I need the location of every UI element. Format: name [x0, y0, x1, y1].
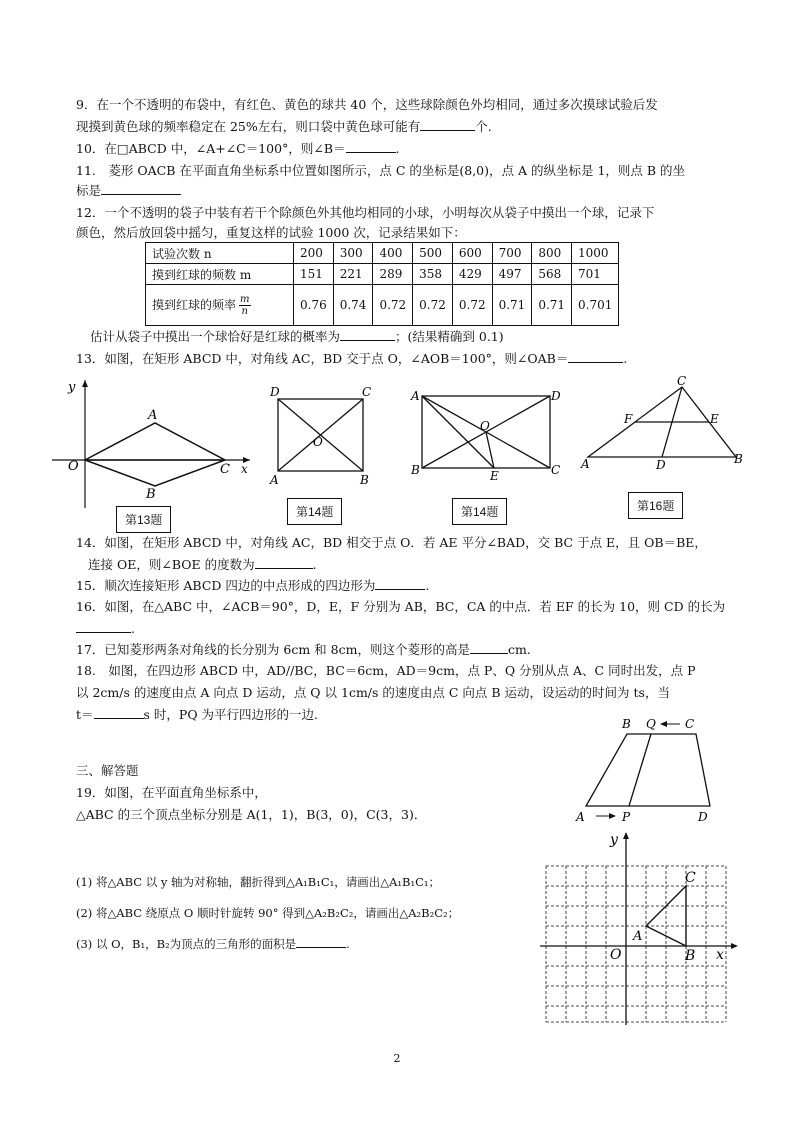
point-label: F	[624, 412, 633, 426]
q17-text: 17．已知菱形两条对角线的长分别为 6cm 和 8cm，则这个菱形的高是	[76, 642, 470, 657]
q10	[76, 140, 400, 158]
figure-rectangle-ae	[408, 386, 563, 480]
cell: 0.74	[333, 285, 373, 326]
cell: 429	[452, 264, 492, 285]
point-label: O	[610, 947, 622, 963]
point-label: C	[362, 385, 372, 399]
cell: 701	[572, 264, 619, 285]
q13-end: .	[623, 351, 628, 366]
point-label: A	[576, 810, 585, 824]
q16-line1: 16．如图，在△ABC 中，∠ACB＝90°，D，E，F 分别为 AB，BC，CA 的中点．若 EF 的长为 10，则 CD 的长为	[76, 599, 726, 614]
figure-caption: 第13题	[116, 506, 171, 533]
answer-blank	[94, 706, 144, 719]
q16-line2	[76, 620, 135, 638]
answer-blank	[255, 556, 313, 569]
q9-end: 个.	[475, 119, 492, 134]
q12-tail	[90, 328, 504, 346]
q18-line3	[76, 706, 318, 724]
q11-text: 标是	[76, 183, 102, 198]
q18-text: t＝	[76, 707, 94, 722]
q19-part1: (1) 将△ABC 以 y 轴为对称轴，翻折得到△A₁B₁C₁，请画出△A₁B₁C₁；	[76, 875, 440, 889]
q15	[76, 577, 429, 595]
figure-triangle	[578, 375, 746, 471]
point-label: A	[270, 473, 279, 487]
q17-end: cm.	[507, 642, 531, 657]
q12-tail-text: 估计从袋子中摸出一个球恰好是红球的概率为	[90, 329, 341, 344]
point-label: C	[220, 462, 230, 477]
point-label: B	[411, 463, 420, 477]
q13	[76, 350, 627, 368]
q12-line2: 颜色，然后放回袋中摇匀，重复这样的试验 1000 次，记录结果如下：	[76, 225, 466, 240]
point-label: O	[313, 435, 323, 449]
point-label: D	[270, 385, 280, 399]
axis-label: y	[68, 380, 76, 395]
fraction	[239, 294, 250, 317]
numerator: m	[240, 293, 250, 305]
cell: 500	[413, 243, 453, 264]
figure-rhombus	[50, 378, 260, 513]
q18-end: s 时，PQ 为平行四边形的一边.	[143, 707, 319, 722]
answer-blank	[470, 641, 508, 654]
point-label: B	[622, 717, 631, 731]
point-label: E	[490, 469, 499, 480]
frequency-table	[145, 242, 619, 326]
q9-line1: 9．在一个不透明的布袋中，有红色、黄色的球共 40 个，这些球除颜色外均相同，通过多次摸球试验后发	[76, 97, 658, 112]
figure-caption: 第14题	[452, 498, 507, 525]
q13-text: 13．如图，在矩形 ABCD 中，对角线 AC，BD 交于点 O，∠AOB＝100°，则∠OAB＝	[76, 351, 569, 366]
row-label	[146, 285, 294, 326]
figure-caption: 第16题	[628, 492, 683, 519]
cell: 497	[492, 264, 532, 285]
q17	[76, 641, 531, 659]
q12-line1: 12．一个不透明的袋子中装有若干个除颜色外其他均相同的小球，小明每次从袋子中摸出一个球，记录下	[76, 205, 655, 220]
q16-end: .	[131, 621, 135, 636]
answer-blank	[340, 328, 395, 341]
row-label: 摸到红球的频数 m	[146, 264, 294, 285]
point-label: O	[68, 459, 79, 474]
cell: 0.71	[532, 285, 572, 326]
cell: 289	[373, 264, 413, 285]
answer-blank	[76, 620, 131, 633]
section-heading: 三、解答题	[76, 763, 139, 778]
q9-line2	[76, 118, 492, 136]
cell: 0.72	[452, 285, 492, 326]
cell: 0.72	[413, 285, 453, 326]
cell: 0.72	[373, 285, 413, 326]
point-label: E	[710, 412, 719, 426]
point-label: C	[551, 463, 561, 477]
point-label: O	[480, 419, 490, 433]
q15-end: .	[425, 578, 430, 593]
q19-p3-text: (3) 以 O，B₁，B₂为顶点的三角形的面积是	[76, 937, 297, 951]
q14-line2	[88, 556, 317, 574]
answer-blank	[101, 182, 181, 195]
cell: 0.71	[492, 285, 532, 326]
point-label: D	[656, 458, 666, 471]
q19-part3	[76, 935, 350, 953]
q9-text: 现摸到黄色球的频率稳定在 25%左右，则口袋中黄色球可能有	[76, 119, 421, 134]
answer-blank	[420, 118, 475, 131]
cell: 0.701	[572, 285, 619, 326]
figure-coordinate-grid	[538, 830, 744, 1026]
figure-caption: 第14题	[287, 498, 342, 525]
cell: 600	[452, 243, 492, 264]
point-label: A	[411, 389, 420, 403]
q14-text: 连接 OE，则∠BOE 的度数为	[88, 557, 255, 572]
point-label: B	[734, 452, 743, 466]
answer-blank	[296, 935, 346, 948]
row-label: 试验次数 n	[146, 243, 294, 264]
point-label: C	[677, 375, 687, 388]
axis-label: x	[241, 462, 248, 476]
freq-label: 摸到红球的频率	[152, 297, 237, 312]
q19-line1: 19．如图，在平面直角坐标系中，	[76, 785, 267, 800]
point-label: D	[551, 389, 561, 403]
q18-line1: 18. 如图，在四边形 ABCD 中，AD//BC，BC＝6cm，AD＝9cm，点 P、Q 分别从点 A、C 同时出发，点 P	[76, 663, 696, 678]
cell: 568	[532, 264, 572, 285]
point-label: D	[698, 810, 708, 824]
cell: 200	[294, 243, 334, 264]
q18-line2: 以 2cm/s 的速度由点 A 向点 D 运动，点 Q 以 1cm/s 的速度由点 C 向点 B 运动，设运动的时间为 ts，当	[76, 685, 670, 700]
figure-rectangle	[265, 384, 380, 490]
q10-text: 10．在□ABCD 中，∠A+∠C＝100°，则∠B＝	[76, 141, 346, 156]
q19-part2: (2) 将△ABC 绕原点 O 顺时针旋转 90° 得到△A₂B₂C₂，请画出△A₂B₂C₂；	[76, 906, 460, 920]
q14-line1: 14．如图，在矩形 ABCD 中，对角线 AC，BD 相交于点 O．若 AE 平分∠BAD，交 BC 于点 E，且 OB＝BE，	[76, 535, 707, 550]
point-label: A	[581, 457, 590, 471]
q12-tail-end: ；(结果精确到 0.1)	[395, 329, 504, 344]
axis-label: x	[716, 947, 724, 963]
table-row	[146, 264, 619, 285]
point-label: A	[148, 408, 158, 423]
cell: 800	[532, 243, 572, 264]
cell: 221	[333, 264, 373, 285]
point-label: Q	[646, 717, 656, 731]
q19-line2: △ABC 的三个顶点坐标分别是 A(1，1)，B(3，0)，C(3，3)．	[76, 807, 427, 822]
point-label: B	[146, 487, 156, 502]
page-number: 2	[393, 1052, 401, 1065]
table-row	[146, 285, 619, 326]
cell: 358	[413, 264, 453, 285]
point-label: P	[622, 810, 631, 824]
axis-label: y	[610, 832, 618, 848]
answer-blank	[375, 577, 425, 590]
cell: 151	[294, 264, 334, 285]
point-label: B	[685, 948, 696, 964]
cell: 700	[492, 243, 532, 264]
answer-blank	[568, 350, 623, 363]
point-label: C	[685, 870, 696, 886]
q10-end: .	[395, 141, 400, 156]
q19-p3-end: .	[346, 937, 350, 951]
q11-line2	[76, 182, 181, 200]
point-label: B	[360, 473, 369, 487]
cell: 0.76	[294, 285, 334, 326]
figure-trapezoid	[572, 714, 722, 826]
denominator: n	[241, 305, 248, 317]
point-label: C	[685, 717, 695, 731]
q11-line1: 11. 菱形 OACB 在平面直角坐标系中位置如图所示，点 C 的坐标是(8,0)，点 A 的纵坐标是 1，则点 B 的坐	[76, 163, 686, 178]
q15-text: 15．顺次连接矩形 ABCD 四边的中点形成的四边形为	[76, 578, 376, 593]
point-label: A	[633, 929, 643, 944]
cell: 300	[333, 243, 373, 264]
cell: 400	[373, 243, 413, 264]
answer-blank	[346, 140, 396, 153]
table-row	[146, 243, 619, 264]
cell: 1000	[572, 243, 619, 264]
q14-end: .	[312, 557, 317, 572]
